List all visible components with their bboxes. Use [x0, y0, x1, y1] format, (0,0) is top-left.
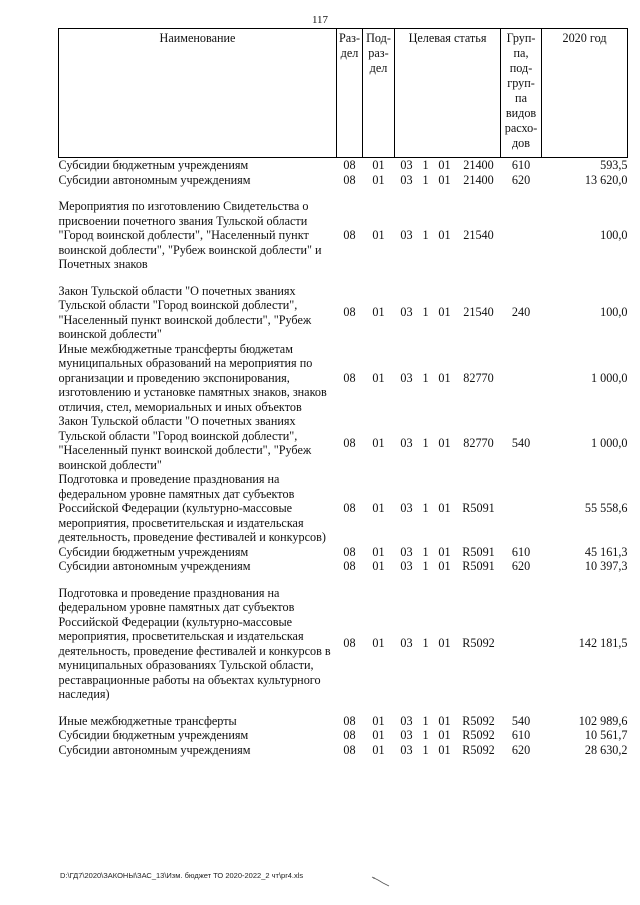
row-subprogram-code: 1 [422, 559, 429, 573]
row-subsection: 01 [372, 305, 385, 320]
row-program-code: 03 [400, 172, 413, 187]
spacer-cell [59, 702, 628, 714]
row-name: Иные межбюджетные трансферты [58, 713, 237, 728]
row-expense-group [501, 342, 542, 415]
table-row [59, 158, 628, 173]
table-row [59, 714, 628, 729]
row-program-code: 03 [400, 501, 413, 515]
row-name: Субсидии автономным учреждениям [58, 559, 251, 573]
row-direction-code: 21540 [463, 305, 494, 320]
row-program-code: 03 [400, 158, 413, 172]
row-main-event-code: 01 [438, 172, 451, 187]
row-program-code: 03 [400, 559, 413, 573]
row-amount: 10 397,3 [584, 559, 628, 573]
row-direction-code: 21400 [463, 158, 494, 172]
row-name: Субсидии бюджетным учреждениям [58, 544, 249, 559]
row-expense-group: 620 [511, 559, 531, 573]
row-subsection: 01 [372, 435, 385, 450]
row-main-event-code: 01 [438, 559, 451, 573]
row-main-event-code: 01 [438, 228, 451, 242]
header-expense-group: Груп-па, под-груп-па видов расхо-дов [501, 29, 542, 158]
row-name: Подготовка и проведение празднования на федеральном уровне памятных дат субъектов Российской Федерации (культурно-массовые мероприятия, просветительская и издательская деятельность, проведение фестивалей и конкурсов) [58, 472, 326, 544]
row-direction-code: R5092 [462, 742, 495, 757]
row-section: 08 [343, 158, 356, 172]
row-direction-code: R5092 [462, 636, 495, 651]
row-expense-group [501, 199, 542, 272]
table-row [59, 472, 628, 545]
row-direction-code: 21400 [463, 172, 494, 187]
row-subprogram-code: 1 [422, 742, 429, 757]
row-direction-code: R5091 [462, 559, 495, 573]
row-amount: 55 558,6 [584, 501, 628, 515]
row-amount: 13 620,0 [584, 172, 628, 187]
table-row [59, 545, 628, 560]
row-spacer [59, 702, 628, 714]
row-section: 08 [343, 435, 356, 450]
spacer-cell [59, 187, 628, 199]
row-section: 08 [343, 636, 356, 651]
row-program-code: 03 [400, 742, 413, 757]
row-subsection: 01 [372, 172, 385, 187]
table-row [59, 414, 628, 472]
row-direction-code: R5092 [462, 713, 495, 728]
header-section: Раз-дел [337, 29, 363, 158]
row-direction-code: R5092 [462, 728, 495, 742]
table-header-row [59, 29, 628, 158]
row-amount: 100,0 [600, 305, 628, 320]
row-subsection: 01 [372, 636, 385, 651]
row-expense-group: 540 [511, 435, 531, 450]
pen-mark-icon [370, 874, 394, 888]
row-amount: 100,0 [600, 228, 628, 242]
row-main-event-code: 01 [438, 636, 451, 651]
row-expense-group [501, 586, 542, 702]
row-name: Закон Тульской области "О почетных званиях Тульской области "Город воинской доблести", "Населенный пункт воинской доблести", "Рубеж воинской доблести" [58, 283, 312, 341]
row-subprogram-code: 1 [422, 636, 429, 651]
row-amount: 1 000,0 [590, 435, 628, 450]
row-subsection: 01 [372, 228, 385, 242]
row-subsection: 01 [372, 544, 385, 559]
row-spacer [59, 187, 628, 199]
page-number: 117 [311, 14, 329, 26]
row-amount: 593,5 [600, 158, 628, 172]
row-subsection: 01 [372, 728, 385, 742]
row-main-event-code: 01 [438, 370, 451, 385]
header-year: 2020 год [542, 29, 628, 158]
row-expense-group: 620 [511, 172, 531, 187]
row-program-code: 03 [400, 713, 413, 728]
row-section: 08 [343, 370, 356, 385]
row-main-event-code: 01 [438, 305, 451, 320]
row-subsection: 01 [372, 559, 385, 573]
budget-table [58, 28, 628, 757]
spacer-cell [59, 574, 628, 586]
table-row [59, 199, 628, 272]
row-expense-group: 620 [511, 742, 531, 757]
row-direction-code: R5091 [462, 501, 495, 515]
row-program-code: 03 [400, 435, 413, 450]
row-spacer [59, 574, 628, 586]
row-section: 08 [343, 728, 356, 742]
row-section: 08 [343, 742, 356, 757]
row-program-code: 03 [400, 228, 413, 242]
row-main-event-code: 01 [438, 158, 451, 172]
row-section: 08 [343, 559, 356, 573]
row-main-event-code: 01 [438, 728, 451, 742]
row-section: 08 [343, 501, 356, 515]
row-program-code: 03 [400, 370, 413, 385]
table-body [59, 158, 628, 758]
row-direction-code: R5091 [462, 544, 495, 559]
row-amount: 10 561,7 [584, 728, 628, 742]
row-amount: 142 181,5 [578, 636, 628, 651]
row-direction-code: 21540 [463, 228, 494, 242]
table-row [59, 586, 628, 702]
row-subprogram-code: 1 [422, 728, 429, 742]
row-expense-group: 610 [511, 728, 531, 742]
row-amount: 102 989,6 [578, 713, 628, 728]
row-main-event-code: 01 [438, 544, 451, 559]
row-subprogram-code: 1 [422, 713, 429, 728]
row-subprogram-code: 1 [422, 158, 429, 172]
row-subprogram-code: 1 [422, 544, 429, 559]
row-amount: 45 161,3 [584, 544, 628, 559]
spacer-cell [59, 272, 628, 284]
row-name: Иные межбюджетные трансферты бюджетам муниципальных образований на мероприятия по организации и проведению экспонирования, изготовлению и установке памятных знаков, знаков отличия, стел, мемориальных и иных объектов [58, 341, 327, 414]
row-name: Субсидии автономным учреждениям [58, 172, 251, 187]
row-expense-group: 540 [511, 713, 531, 728]
row-expense-group: 240 [511, 305, 531, 320]
row-subprogram-code: 1 [422, 501, 429, 515]
row-subprogram-code: 1 [422, 435, 429, 450]
row-subsection: 01 [372, 370, 385, 385]
row-subprogram-code: 1 [422, 228, 429, 242]
row-name: Мероприятия по изготовлению Свидетельства о присвоении почетного звания Тульской области "Город воинской доблести", "Населенный пункт воинской доблести", "Рубеж воинской доблести" и Почетных знаков [58, 199, 322, 271]
table-row [59, 173, 628, 188]
row-main-event-code: 01 [438, 713, 451, 728]
row-program-code: 03 [400, 728, 413, 742]
row-subsection: 01 [372, 713, 385, 728]
row-section: 08 [343, 172, 356, 187]
row-expense-group: 610 [511, 158, 531, 172]
row-amount: 28 630,2 [584, 742, 628, 757]
row-subprogram-code: 1 [422, 172, 429, 187]
row-section: 08 [343, 228, 356, 242]
row-subprogram-code: 1 [422, 305, 429, 320]
row-direction-code: 82770 [463, 370, 494, 385]
row-subsection: 01 [372, 501, 385, 515]
row-direction-code: 82770 [463, 435, 494, 450]
row-expense-group: 610 [511, 544, 531, 559]
row-subprogram-code: 1 [422, 370, 429, 385]
row-program-code: 03 [400, 305, 413, 320]
row-name: Субсидии бюджетным учреждениям [58, 728, 249, 742]
table-row [59, 559, 628, 574]
row-main-event-code: 01 [438, 742, 451, 757]
table-row [59, 743, 628, 758]
row-program-code: 03 [400, 636, 413, 651]
row-expense-group [501, 472, 542, 545]
row-name: Закон Тульской области "О почетных званиях Тульской области "Город воинской доблести", "Населенный пункт воинской доблести", "Рубеж воинской доблести" [58, 414, 312, 472]
row-section: 08 [343, 713, 356, 728]
header-target-article: Целевая статья [395, 29, 501, 158]
row-main-event-code: 01 [438, 435, 451, 450]
row-name: Субсидии автономным учреждениям [58, 742, 251, 757]
row-section: 08 [343, 544, 356, 559]
row-name: Субсидии бюджетным учреждениям [58, 158, 249, 172]
row-program-code: 03 [400, 544, 413, 559]
header-subsection: Под-раз-дел [363, 29, 395, 158]
table-row [59, 728, 628, 743]
row-section: 08 [343, 305, 356, 320]
row-spacer [59, 272, 628, 284]
row-subsection: 01 [372, 158, 385, 172]
table-row [59, 342, 628, 415]
file-path-footer: D:\ГД7\2020\ЗАКОНЫ\ЗАС_13\Изм. бюджет ТО 2020-2022_2 чт\pr4.xls [60, 871, 304, 880]
row-subsection: 01 [372, 742, 385, 757]
table-row [59, 284, 628, 342]
header-name: Наименование [59, 29, 337, 158]
row-amount: 1 000,0 [590, 370, 628, 385]
row-main-event-code: 01 [438, 501, 451, 515]
row-name: Подготовка и проведение празднования на федеральном уровне памятных дат субъектов Российской Федерации (культурно-массовые мероприятия, просветительская и издательская деятельность, проведение фестивалей и конкурсов в муниципальных образованиях Тульской области, реставрационные работы на объектах культурного наследия) [58, 585, 331, 701]
